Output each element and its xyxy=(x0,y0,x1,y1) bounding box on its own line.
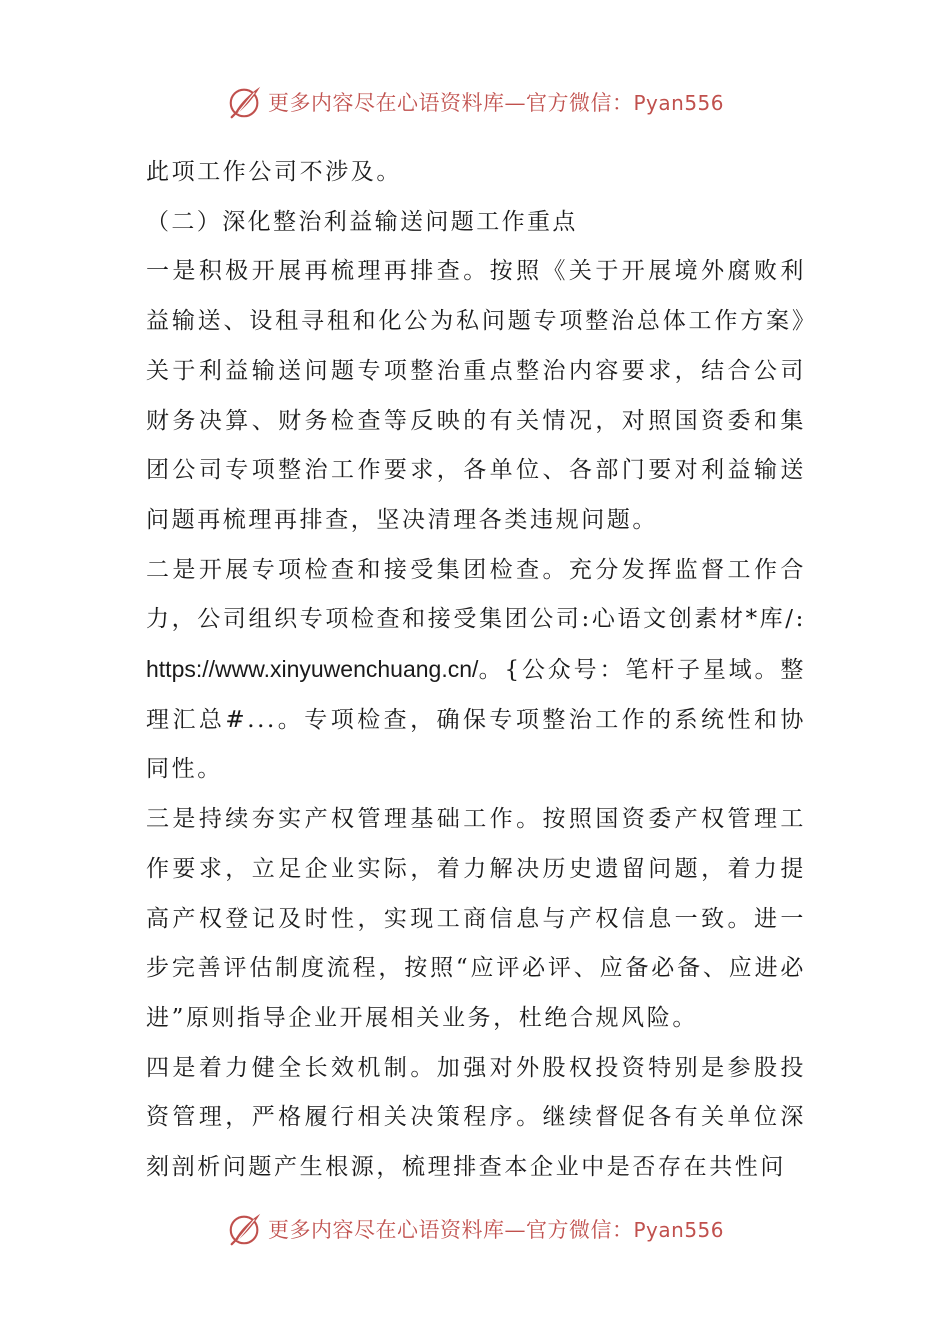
document-body xyxy=(146,148,806,1193)
banner-text: 更多内容尽在心语资料库—官方微信：Pyan556 xyxy=(267,1218,724,1242)
banner-text: 更多内容尽在心语资料库—官方微信：Pyan556 xyxy=(267,91,724,115)
section-heading: （二）深化整治利益输送问题工作重点 xyxy=(146,208,578,235)
feather-pen-logo-icon xyxy=(226,83,264,121)
website-url: https://www.xinyuwenchuang.cn/ xyxy=(146,656,479,683)
footer-banner xyxy=(0,1207,950,1251)
feather-pen-logo-icon xyxy=(226,1210,264,1248)
paragraph-item-2 xyxy=(146,546,806,796)
paragraph-item-2-text-a: 二是开展专项检查和接受集团检查。充分发挥监督工作合力，公司组织专项检查和接受集团公司:心语文创素材*库/: xyxy=(146,556,806,633)
header-banner xyxy=(0,80,950,124)
paragraph-item-3: 三是持续夯实产权管理基础工作。按照国资委产权管理工作要求，立足企业实际，着力解决历史遗留问题，着力提高产权登记及时性，实现工商信息与产权信息一致。进一步完善评估制度流程，按照“应评必评、应备必备、应进必进”原则指导企业开展相关业务，杜绝合规风险。 xyxy=(146,806,806,1031)
banner-contact: Pyan556 xyxy=(633,91,724,115)
banner-contact: Pyan556 xyxy=(633,1218,724,1242)
paragraph-item-1: 一是积极开展再梳理再排查。按照《关于开展境外腐败利益输送、设租寻租和化公为私问题专项整治总体工作方案》关于利益输送问题专项整治重点整治内容要求，结合公司财务决算、财务检查等反映的有关情况，对照国资委和集团公司专项整治工作要求，各单位、各部门要对利益输送问题再梳理再排查，坚决清理各类违规问题。 xyxy=(146,258,806,533)
paragraph-item-4: 四是着力健全长效机制。加强对外股权投资特别是参股投资管理，严格履行相关决策程序。继续督促各有关单位深刻剖析问题产生根源，梳理排查本企业中是否存在共性问 xyxy=(146,1054,806,1181)
paragraph-1: 此项工作公司不涉及。 xyxy=(146,159,402,185)
paragraph-item-2-text-b: 。{公众号：笔杆子星域。整理汇总#...。专项检查，确保专项整治工作的系统性和协同性。 xyxy=(146,657,806,783)
